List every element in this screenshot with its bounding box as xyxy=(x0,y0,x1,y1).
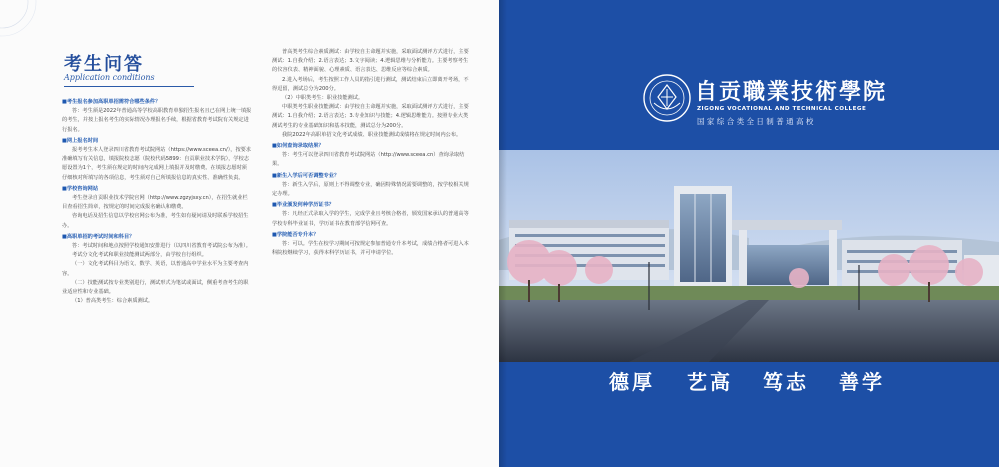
motto-word-3: 笃志 xyxy=(763,370,809,394)
title-divider xyxy=(64,86,194,87)
school-tagline: 国家综合类全日制普通高校 xyxy=(697,117,816,126)
answer-paragraph: 答：考生须是2022年普通高等学校高职教育单独招生报名且已在网上统一填报的考生，并按上报名考生的实际情况办理报名手续，根据省教育考试院有关规定进行报名。 xyxy=(62,108,252,133)
answer-paragraph: 答：可以。学生在校学习期间可按规定参加普通专升本考试，成绩合格者可进入本科院校继续学习，获得本科学历证书，并可申请学位。 xyxy=(272,241,469,257)
answer-paragraph: （二）技能测试按专业类别进行，测试形式为笔试或面试，侧重考查考生的职业适应性和专业基础。 xyxy=(62,279,249,296)
question-heading: ■高职单招的考试时间和科目？ xyxy=(62,233,135,240)
answer-paragraph: （2）中职类考生：职业技能测试。 xyxy=(282,95,364,102)
school-emblem-icon xyxy=(642,73,692,123)
question-heading: ■新生入学后可否调整专业？ xyxy=(272,172,340,179)
page-subtitle: Application conditions xyxy=(64,73,155,82)
question-heading: ■学院能否专升本？ xyxy=(272,231,319,238)
school-motto xyxy=(499,366,999,406)
answer-paragraph: （一）文化考试科目为语文、数学、英语，以普通高中学业水平为主要考查内容。 xyxy=(62,261,249,277)
left-page xyxy=(0,0,499,467)
answer-paragraph: 普高类考生综合素质测试：由学校自主命题并实施，采取面试测评方式进行，主要测试：1.自我介绍；2.语言表达；3.文字阅读；4.逻辑思维与分析能力。主要考察考生的仪容仪表、精神面貌、心理素质、语言表达、思维反应等综合素质。 xyxy=(272,49,469,74)
cover-page xyxy=(499,0,999,467)
question-heading: ■学校咨询网站 xyxy=(62,185,99,192)
page-title: 考生问答 xyxy=(64,54,144,75)
answer-paragraph: 答：考试时间和地点按照学校通知安排进行（以四川省教育考试院公布为准）。 xyxy=(72,243,251,250)
answer-paragraph: 咨询电话及招生信息以学校官网公布为准，考生如有疑问请及时联系学校招生办。 xyxy=(62,213,249,229)
decorative-circles-icon xyxy=(0,0,40,40)
text-column-right xyxy=(272,48,470,258)
school-name-english: ZIGONG VOCATIONAL AND TECHNICAL COLLEGE xyxy=(697,106,867,112)
motto-word-1: 德厚 xyxy=(609,370,655,394)
question-heading: ■网上报名时间 xyxy=(62,137,99,144)
answer-paragraph: （1）普高类考生：综合素质测试。 xyxy=(72,298,154,305)
answer-paragraph: 答：凡经正式录取入学的学生，完成学业且考核合格者，颁发国家承认的普通高等学校专科毕业证书，学历证书在教育部学信网可查。 xyxy=(272,211,469,227)
question-heading: ■如何查询录取结果？ xyxy=(272,143,324,150)
answer-paragraph: 答：考生可以登录四川省教育考试院网站（http://www.sceea.cn）查询录取结果。 xyxy=(272,152,465,168)
answer-paragraph: 答：新生入学后，原则上不得调整专业，确因特殊情况需要调整的，按学校相关规定办理。 xyxy=(272,181,469,198)
motto-word-2: 艺高 xyxy=(687,370,733,394)
text-column-left xyxy=(62,96,252,306)
school-name-chinese: 自贡職業技術學院 xyxy=(695,79,888,105)
answer-paragraph: 考生登录自贡职业技术学院官网（http://www.zgzyjsxy.cn），在招生就业栏目查看招生简章，按规定的时间完成报名确认和缴费。 xyxy=(62,195,248,211)
answer-paragraph: 考试分文化考试和职业技能测试两部分，由学校自行组织。 xyxy=(72,252,207,259)
answer-paragraph: 报考考生本人登录四川省教育考试院网站（https://www.sceea.cn/），按要求准确填写有关信息，填报院校志愿（院校代码5899：自贡职业技术学院），学校志愿设置为1个，考生须在规定的时间内完成网上填报并及时缴费。在填报志愿时须仔细核对所填写的各项信息，考生须对自己所填报信息的真实性、准确性负责。 xyxy=(62,147,252,181)
question-heading: ■考生报名参加高职单招需符合哪些条件？ xyxy=(62,99,161,105)
answer-paragraph: 我院2022年高职单招文化考试成绩、职业技能测试成绩将在规定时间内公布。 xyxy=(282,131,462,138)
motto-word-4: 善学 xyxy=(839,370,885,394)
answer-paragraph: 2.进入考场后，考生按照工作人员的指引进行测试，测试结束后立即离开考场，不得逗留，测试总分为200分。 xyxy=(272,76,469,92)
answer-paragraph: 中职类考生职业技能测试：由学校自主命题并实施，采取面试测评方式进行，主要测试：1.自我介绍；2.语言表达；3.专业知识与技能；4.逻辑思维能力。按照专业大类测试考生的专业基础知识和基本技能，测试总分为200分。 xyxy=(272,104,469,129)
campus-photo xyxy=(499,150,999,362)
question-heading: ■毕业颁发何种学历证书？ xyxy=(272,202,334,209)
spine-shadow xyxy=(499,0,507,467)
